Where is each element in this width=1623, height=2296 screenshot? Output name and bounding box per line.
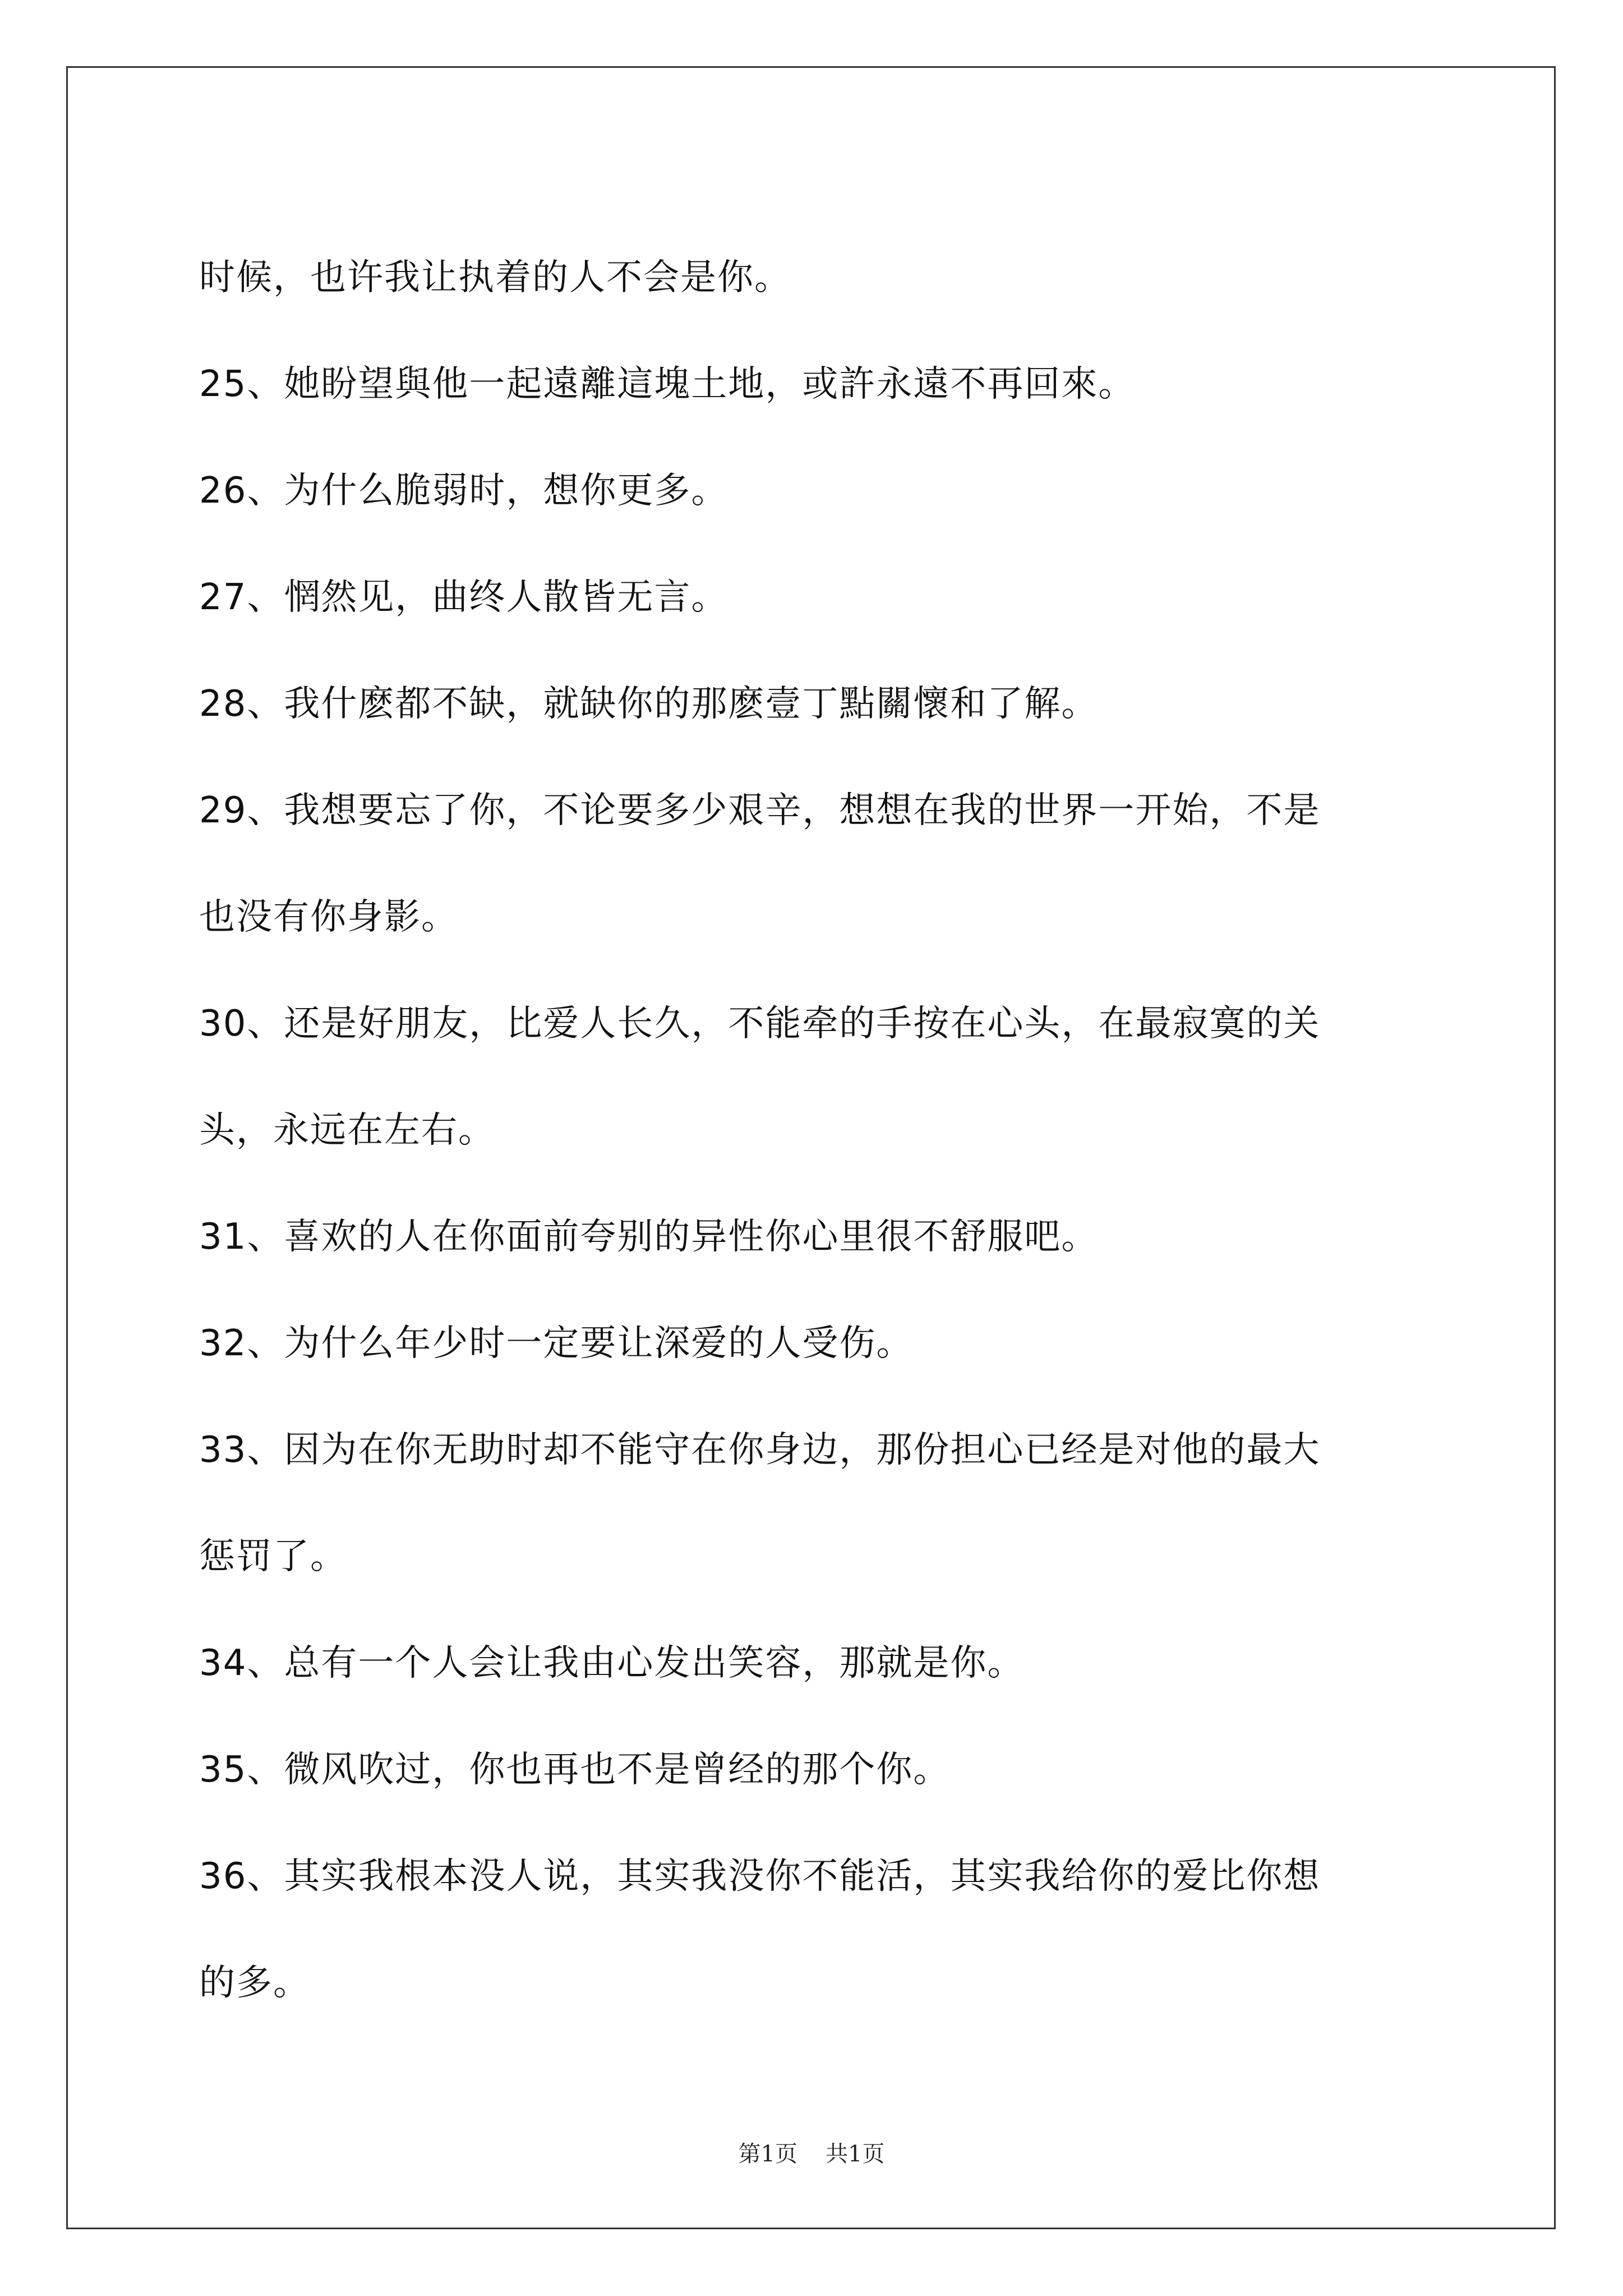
- text-line: 也没有你身影。: [199, 896, 458, 938]
- text-line: 32、为什么年少时一定要让深爱的人受伤。: [199, 1323, 914, 1364]
- text-line: 30、还是好朋友，比爱人长久，不能牵的手按在心头，在最寂寞的关: [199, 1003, 1321, 1045]
- page-total: 共1页: [826, 2141, 885, 2167]
- text-line: 35、微风吹过，你也再也不是曾经的那个你。: [199, 1749, 951, 1791]
- page-footer: [0, 2136, 1623, 2168]
- text-line: 25、她盼望與他一起遠離這塊土地，或許永遠不再回來。: [199, 364, 1136, 405]
- text-line: 惩罚了。: [199, 1536, 347, 1577]
- text-line: 33、因为在你无助时却不能守在你身边，那份担心已经是对他的最大: [199, 1429, 1321, 1471]
- text-line: 31、喜欢的人在你面前夸别的异性你心里很不舒服吧。: [199, 1216, 1099, 1258]
- text-line: 时候，也许我让执着的人不会是你。: [199, 257, 791, 298]
- text-line: 26、为什么脆弱时，想你更多。: [199, 470, 728, 512]
- text-line: 的多。: [199, 1962, 310, 2004]
- text-line: 头，永远在左右。: [199, 1110, 495, 1151]
- text-line: 29、我想要忘了你，不论要多少艰辛，想想在我的世界一开始，不是: [199, 790, 1321, 831]
- page-number: 第1页: [738, 2141, 797, 2167]
- text-line: 34、总有一个人会让我由心发出笑容，那就是你。: [199, 1642, 1025, 1684]
- text-line: 27、惘然见，曲终人散皆无言。: [199, 577, 728, 618]
- text-line: 36、其实我根本没人说，其实我没你不能活，其实我给你的爱比你想: [199, 1856, 1321, 1897]
- text-line: 28、我什麽都不缺，就缺你的那麽壹丁點關懷和了解。: [199, 683, 1099, 725]
- document-body: [199, 224, 1444, 2036]
